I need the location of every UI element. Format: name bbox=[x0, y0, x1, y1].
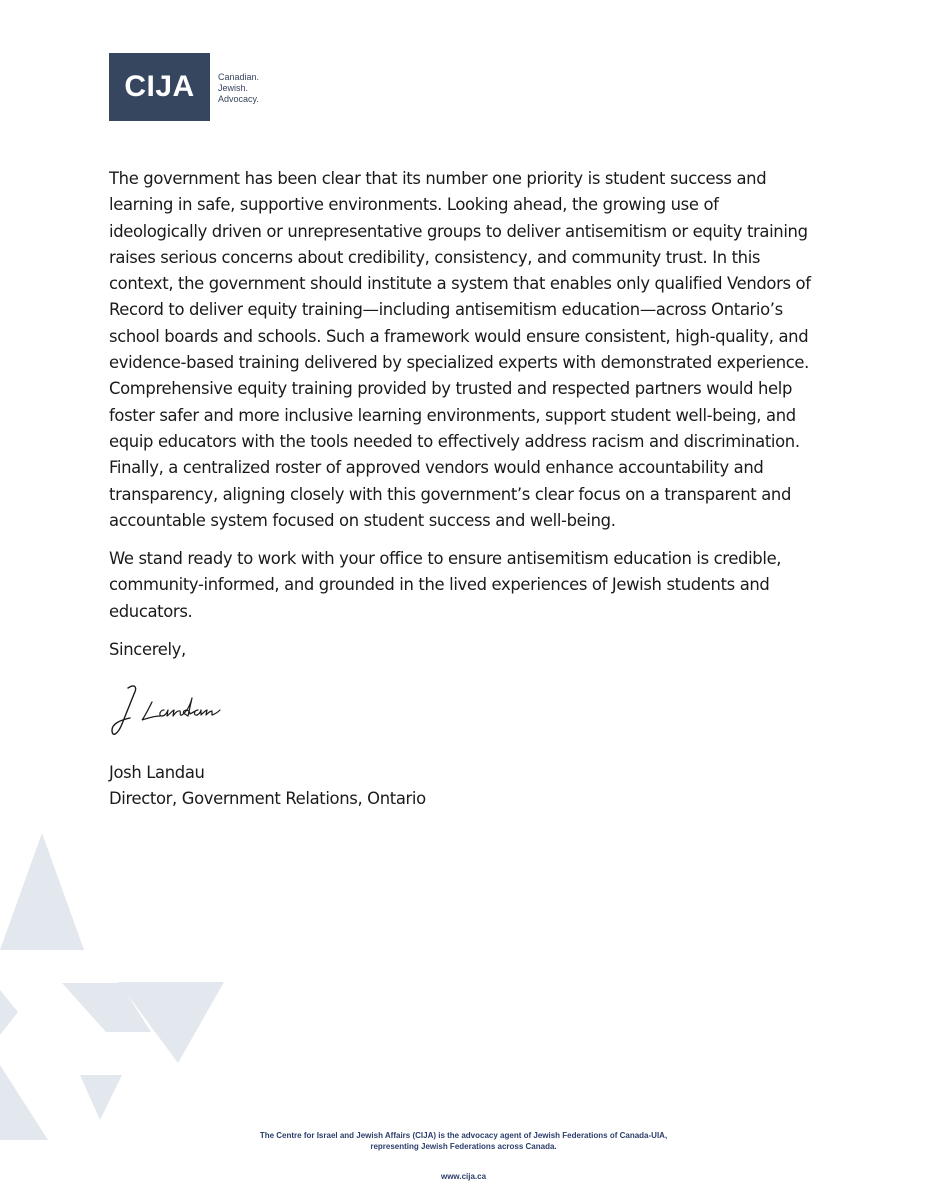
closing: Sincerely, bbox=[109, 640, 186, 660]
tagline-line-2: Jewish. bbox=[218, 83, 249, 93]
signer-name: Josh Landau bbox=[109, 763, 205, 782]
cija-logo bbox=[109, 53, 210, 121]
tagline-line-3: Advocacy. bbox=[218, 94, 259, 104]
footer-statement-line-1: The Centre for Israel and Jewish Affairs (CIJA) is the advocacy agent of Jewish Federations of Canada-UIA, bbox=[259, 1131, 668, 1140]
letter-body bbox=[109, 166, 821, 663]
footer-website-link[interactable]: www.cija.ca bbox=[440, 1172, 487, 1181]
handwritten-signature bbox=[108, 680, 248, 742]
logo-tagline bbox=[218, 72, 259, 105]
signature-block bbox=[109, 760, 426, 813]
decorative-star-pattern bbox=[0, 820, 230, 1140]
logo-mark: CIJA bbox=[124, 70, 195, 103]
paragraph-stand-ready: We stand ready to work with your office to ensure antisemitism education is credible, community-informed, and grounded in the lived experiences of Jewish students and educators. bbox=[109, 549, 782, 621]
paragraph-vendors: The government has been clear that its number one priority is student success and learning in safe, supportive environments. Looking ahead, the growing use of ideologically driven or unrepresentative groups to deliver antisemitism or equity training raises serious concerns about credibility, consistency, and community trust. In this context, the government should institute a system that enables only qualified Vendors of Record to deliver equity training—including antisemitism education—across Ontario’s school boards and schools. Such a framework would ensure consistent, high-quality, and evidence-based training delivered by specialized experts with demonstrated experience. Comprehensive equity training provided by trusted and respected partners would help foster safer and more inclusive learning environments, support student well-being, and equip educators with the tools needed to effectively address racism and discrimination. Finally, a centralized roster of approved vendors would enhance accountability and transparency, aligning closely with this government’s clear focus on a transparent and accountable system focused on student success and well-being. bbox=[109, 169, 811, 530]
tagline-line-1: Canadian. bbox=[218, 72, 260, 82]
footer-statement-line-2: representing Jewish Federations across Canada. bbox=[370, 1142, 557, 1151]
signer-title: Director, Government Relations, Ontario bbox=[109, 789, 426, 809]
